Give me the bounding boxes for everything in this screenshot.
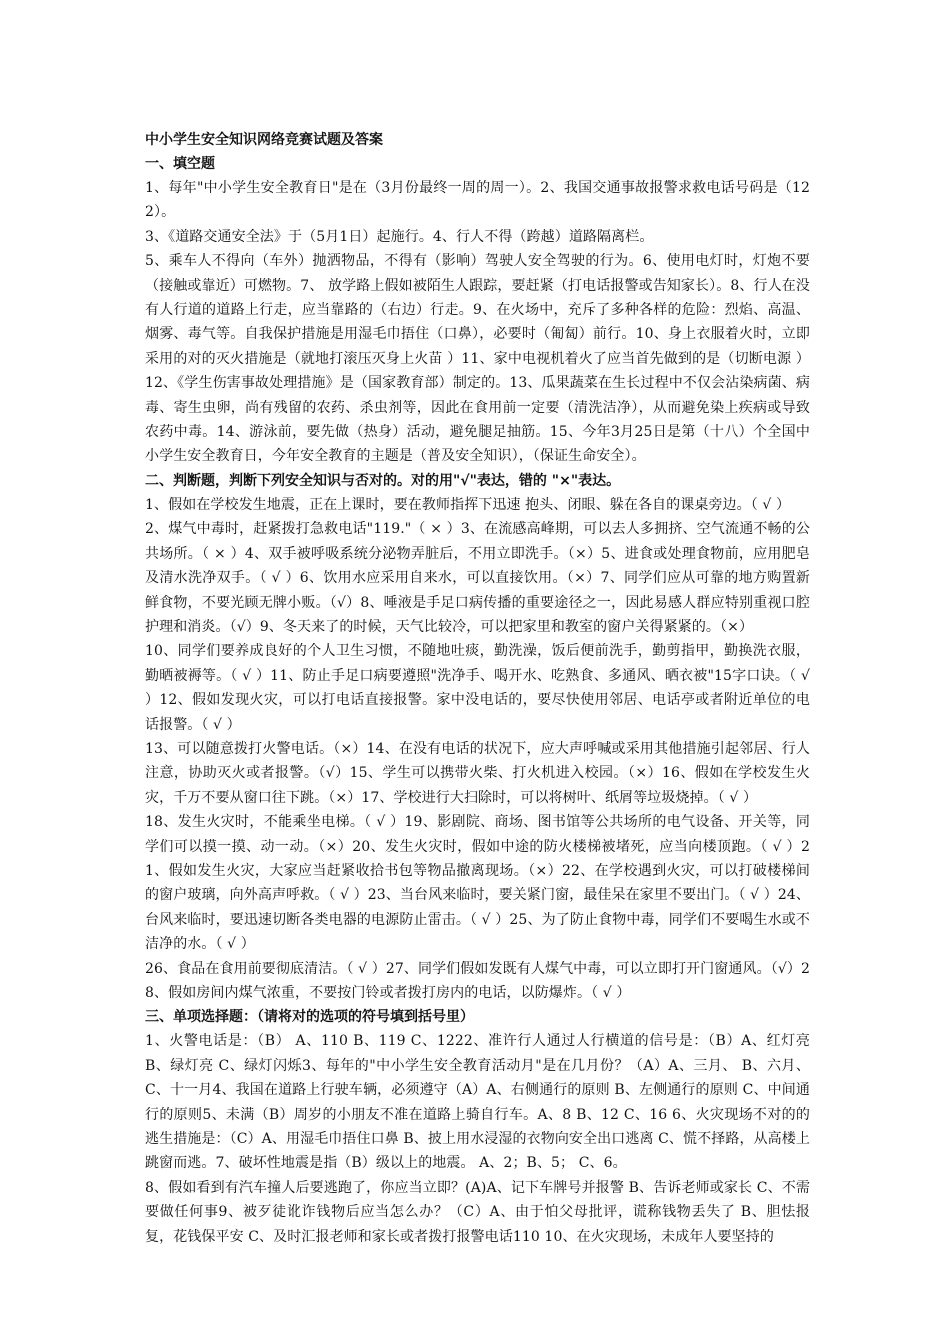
paragraph: 8、假如看到有汽车撞人后要逃跑了，你应当立即？(A)A、记下车牌号并报警 B、告诉老师或家长 C、不需要做任何事9、被歹徒讹诈钱物后应当怎么办？（C）A、由于怕父母批评，谎称钱物丢失了 B、胆怯报复，花钱保平安 C、及时汇报老师和家长或者拨打报警电话110 10、在火灾现场，未成年人要坚持的 [145,1179,810,1245]
paragraph: 1、每年"中小学生安全教育日"是在（3月份最终一周的周一）。2、我国交通事故报警求救电话号码是（122）。 [145,180,810,221]
document-title: 中小学生安全知识网络竞赛试题及答案 [145,132,383,148]
paragraph: 10、同学们要养成良好的个人卫生习惯，不随地吐痰，勤洗澡，饭后便前洗手，勤剪指甲，勤换洗衣服，勤晒被褥等。（ √ ）11、防止手足口病要遵照"洗净手、喝开水、吃熟食、多通风、晒衣被"15字口诀。（ √ ）12、假如发现火灾，可以打电话直接报警。家中没电话的，要尽快使用邻居、电话亭或者附近单位的电话报警。（ √ ） [145,643,810,733]
paragraph: 1、火警电话是：（B） A、110 B、119 C、1222、准许行人通过人行横道的信号是：（B）A、红灯亮 B、绿灯亮 C、绿灯闪烁3、每年的"中小学生安全教育活动月"是在几月份？（A）A、三月、 B、六月、 C、十一月4、我国在道路上行驶车辆，必须遵守（A）A、右侧通行的原则 B、左侧通行的原则 C、中间通行的原则5、未满（B）周岁的小朋友不准在道路上骑自行车。A、8 B、12 C、16 6、火灾现场不对的的逃生措施是：（C）A、用湿毛巾捂住口鼻 B、披上用水浸湿的衣物向安全出口逃离 C、慌不择路，从高楼上跳窗而逃。7、破坏性地震是指（B）级以上的地震。 A、2；B、5； C、6。 [145,1033,810,1172]
section-heading-multiple-choice: 三、单项选择题：（请将对的选项的符号填到括号里） [145,1009,474,1026]
paragraph: 13、可以随意拨打火警电话。（×）14、在没有电话的状况下，应大声呼喊或采用其他措施引起邻居、行人注意，协助灭火或者报警。（√）15、学生可以携带火柴、打火机进入校园。（×）16、假如在学校发生火灾，千万不要从窗口往下跳。（×）17、学校进行大扫除时，可以将树叶、纸屑等垃圾烧掉。（ √ ） [145,740,810,806]
paragraph: 3、《道路交通安全法》于（5月1日）起施行。4、行人不得（跨越）道路隔离栏。 [145,228,654,245]
paragraph: 18、发生火灾时，不能乘坐电梯。（ √ ）19、影剧院、商场、图书馆等公共场所的电气设备、开关等，同学们可以摸一摸、动一动。（×）20、发生火灾时，假如中途的防火楼梯被堵死，应当向楼顶跑。（ √ ）21、假如发生火灾，大家应当赶紧收拾书包等物品撤离现场。（×）22、在学校遇到火灾，可以打破楼梯间的窗户玻璃，向外高声呼救。（ √ ）23、当台风来临时，要关紧门窗，最佳呆在家里不要出门。（ √ ）24、台风来临时，要迅速切断各类电器的电源防止雷击。（ √ ）25、为了防止食物中毒，同学们不要喝生水或不洁净的水。（ √ ） [145,814,810,953]
paragraph: 1、假如在学校发生地震，正在上课时，要在教师指挥下迅速 抱头、闭眼、躲在各自的课桌旁边。（ √ ） [145,496,791,513]
paragraph: 2、煤气中毒时，赶紧拨打急救电话"119."（ × ）3、在流感高峰期，可以去人多拥挤、空气流通不畅的公共场所。（ × ）4、双手被呼吸系统分泌物弄脏后，不用立即洗手。（×）5、进食或处理食物前，应用肥皂及清水洗净双手。（ √ ）6、饮用水应采用自来水，可以直接饮用。（×）7、同学们应从可靠的地方购置新鲜食物，不要光顾无牌小贩。（√）8、唾液是手足口病传播的重要途径之一，因此易感人群应特别重视口腔护理和消炎。（√）9、冬天来了的时候，天气比较冷，可以把家里和教室的窗户关得紧紧的。（×） [145,521,810,635]
section-heading-fill-blank: 一、填空题 [145,156,215,172]
paragraph: 26、食品在食用前要彻底清洁。（ √ ）27、同学们假如发既有人煤气中毒，可以立即打开门窗通风。（√）28、假如房间内煤气浓重，不要按门铃或者拨打房内的电话，以防爆炸。（ √ ） [145,960,810,1001]
section-heading-true-false: 二、判断题，判断下列安全知识与否对的。对的用"√"表达，错的 "×"表达。 [145,472,621,489]
paragraph: 5、乘车人不得向（车外）抛洒物品，不得有（影响）驾驶人安全驾驶的行为。6、使用电灯时，灯炮不要（接触或靠近）可燃物。7、 放学路上假如被陌生人跟踪，要赶紧（打电话报警或告知家长）。8、行人在没有人行道的道路上行走，应当靠路的（右边）行走。9、在火场中，充斥了多种各样的危险：烈焰、高温、烟雾、毒气等。自我保护措施是用湿毛巾捂住（口鼻），必要时（匍匐）前行。10、身上衣服着火时，立即采用的对的灭火措施是（就地打滚压灭身上火苗 ）11、家中电视机着火了应当首先做到的是（切断电源 ）12、《学生伤害事故处理措施》是（国家教育部）制定的。13、瓜果蔬菜在生长过程中不仅会沾染病菌、病毒、寄生虫卵，尚有残留的农药、杀虫剂等，因此在食用前一定要（清洗洁净），从而避免染上疾病或导致农药中毒。14、游泳前，要先做（热身）活动，避免腿足抽筋。15、今年3月25日是第（十八）个全国中小学生安全教育日，今年安全教育的主题是（普及安全知识），（保证生命安全）。 [145,253,810,465]
document-body [145,128,810,1249]
